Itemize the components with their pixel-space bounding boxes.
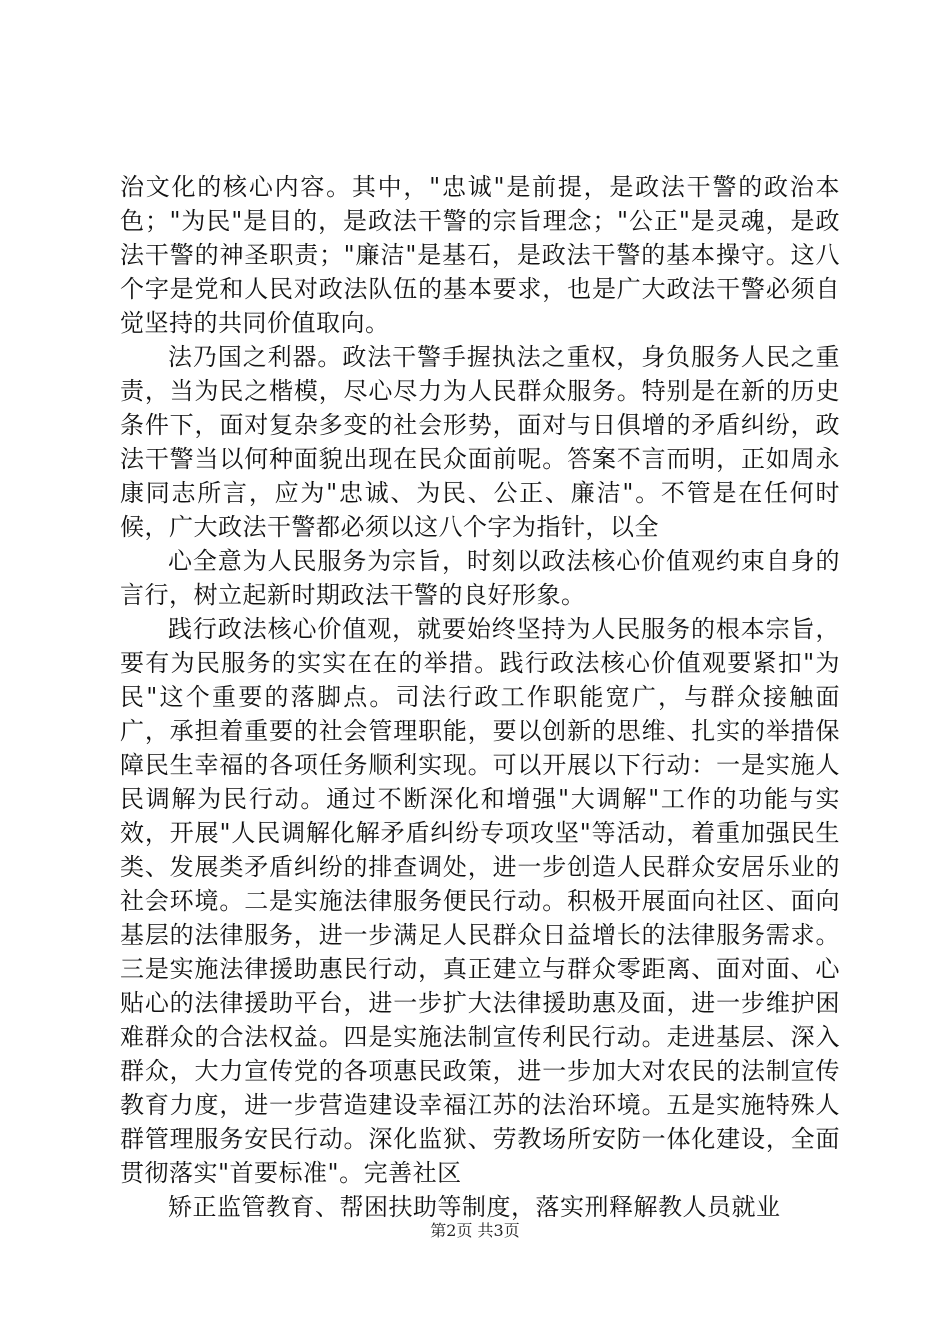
paragraph-3: 心全意为人民服务为宗旨，时刻以政法核心价值观约束自身的言行，树立起新时期政法干警的良好形象。: [120, 547, 840, 609]
document-body: [120, 170, 840, 1224]
page-number-footer: 第2页 共3页: [430, 1221, 520, 1240]
paragraph-2: 法乃国之利器。政法干警手握执法之重权，身负服务人民之重责，当为民之楷模，尽心尽力为人民群众服务。特别是在新的历史条件下，面对复杂多变的社会形势，面对与日俱增的矛盾纠纷，政法干警当以何种面貌出现在民众面前呢。答案不言而明，正如周永康同志所言，应为"忠诚、为民、公正、廉洁"。不管是在任何时候，广大政法干警都必须以这八个字为指针，以全: [120, 343, 840, 541]
paragraph-1: 治文化的核心内容。其中，"忠诚"是前提，是政法干警的政治本色；"为民"是目的，是政法干警的宗旨理念；"公正"是灵魂，是政法干警的神圣职责；"廉洁"是基石，是政法干警的基本操守。这八个字是党和人民对政法队伍的基本要求，也是广大政法干警必须自觉坚持的共同价值取向。: [120, 173, 840, 337]
paragraph-5: 矫正监管教育、帮困扶助等制度，落实刑释解教人员就业: [168, 1193, 781, 1221]
paragraph-4: 践行政法核心价值观，就要始终坚持为人民服务的根本宗旨，要有为民服务的实实在在的举措。践行政法核心价值观要紧扣"为民"这个重要的落脚点。司法行政工作职能宽广，与群众接触面广，承担着重要的社会管理职能，要以创新的思维、扎实的举措保障民生幸福的各项任务顺利实现。可以开展以下行动：一是实施人民调解为民行动。通过不断深化和增强"大调解"工作的功能与实效，开展"人民调解化解矛盾纠纷专项攻坚"等活动，着重加强民生类、发展类矛盾纠纷的排查调处，进一步创造人民群众安居乐业的社会环境。二是实施法律服务便民行动。积极开展面向社区、面向基层的法律服务，进一步满足人民群众日益增长的法律服务需求。三是实施法律援助惠民行动，真正建立与群众零距离、面对面、心贴心的法律援助平台，进一步扩大法律援助惠及面，进一步维护困难群众的合法权益。四是实施法制宣传利民行动。走进基层、深入群众，大力宣传党的各项惠民政策，进一步加大对农民的法制宣传教育力度，进一步营造建设幸福江苏的法治环境。五是实施特殊人群管理服务安民行动。深化监狱、劳教场所安防一体化建设，全面贯彻落实"首要标准"。完善社区: [120, 615, 840, 1187]
